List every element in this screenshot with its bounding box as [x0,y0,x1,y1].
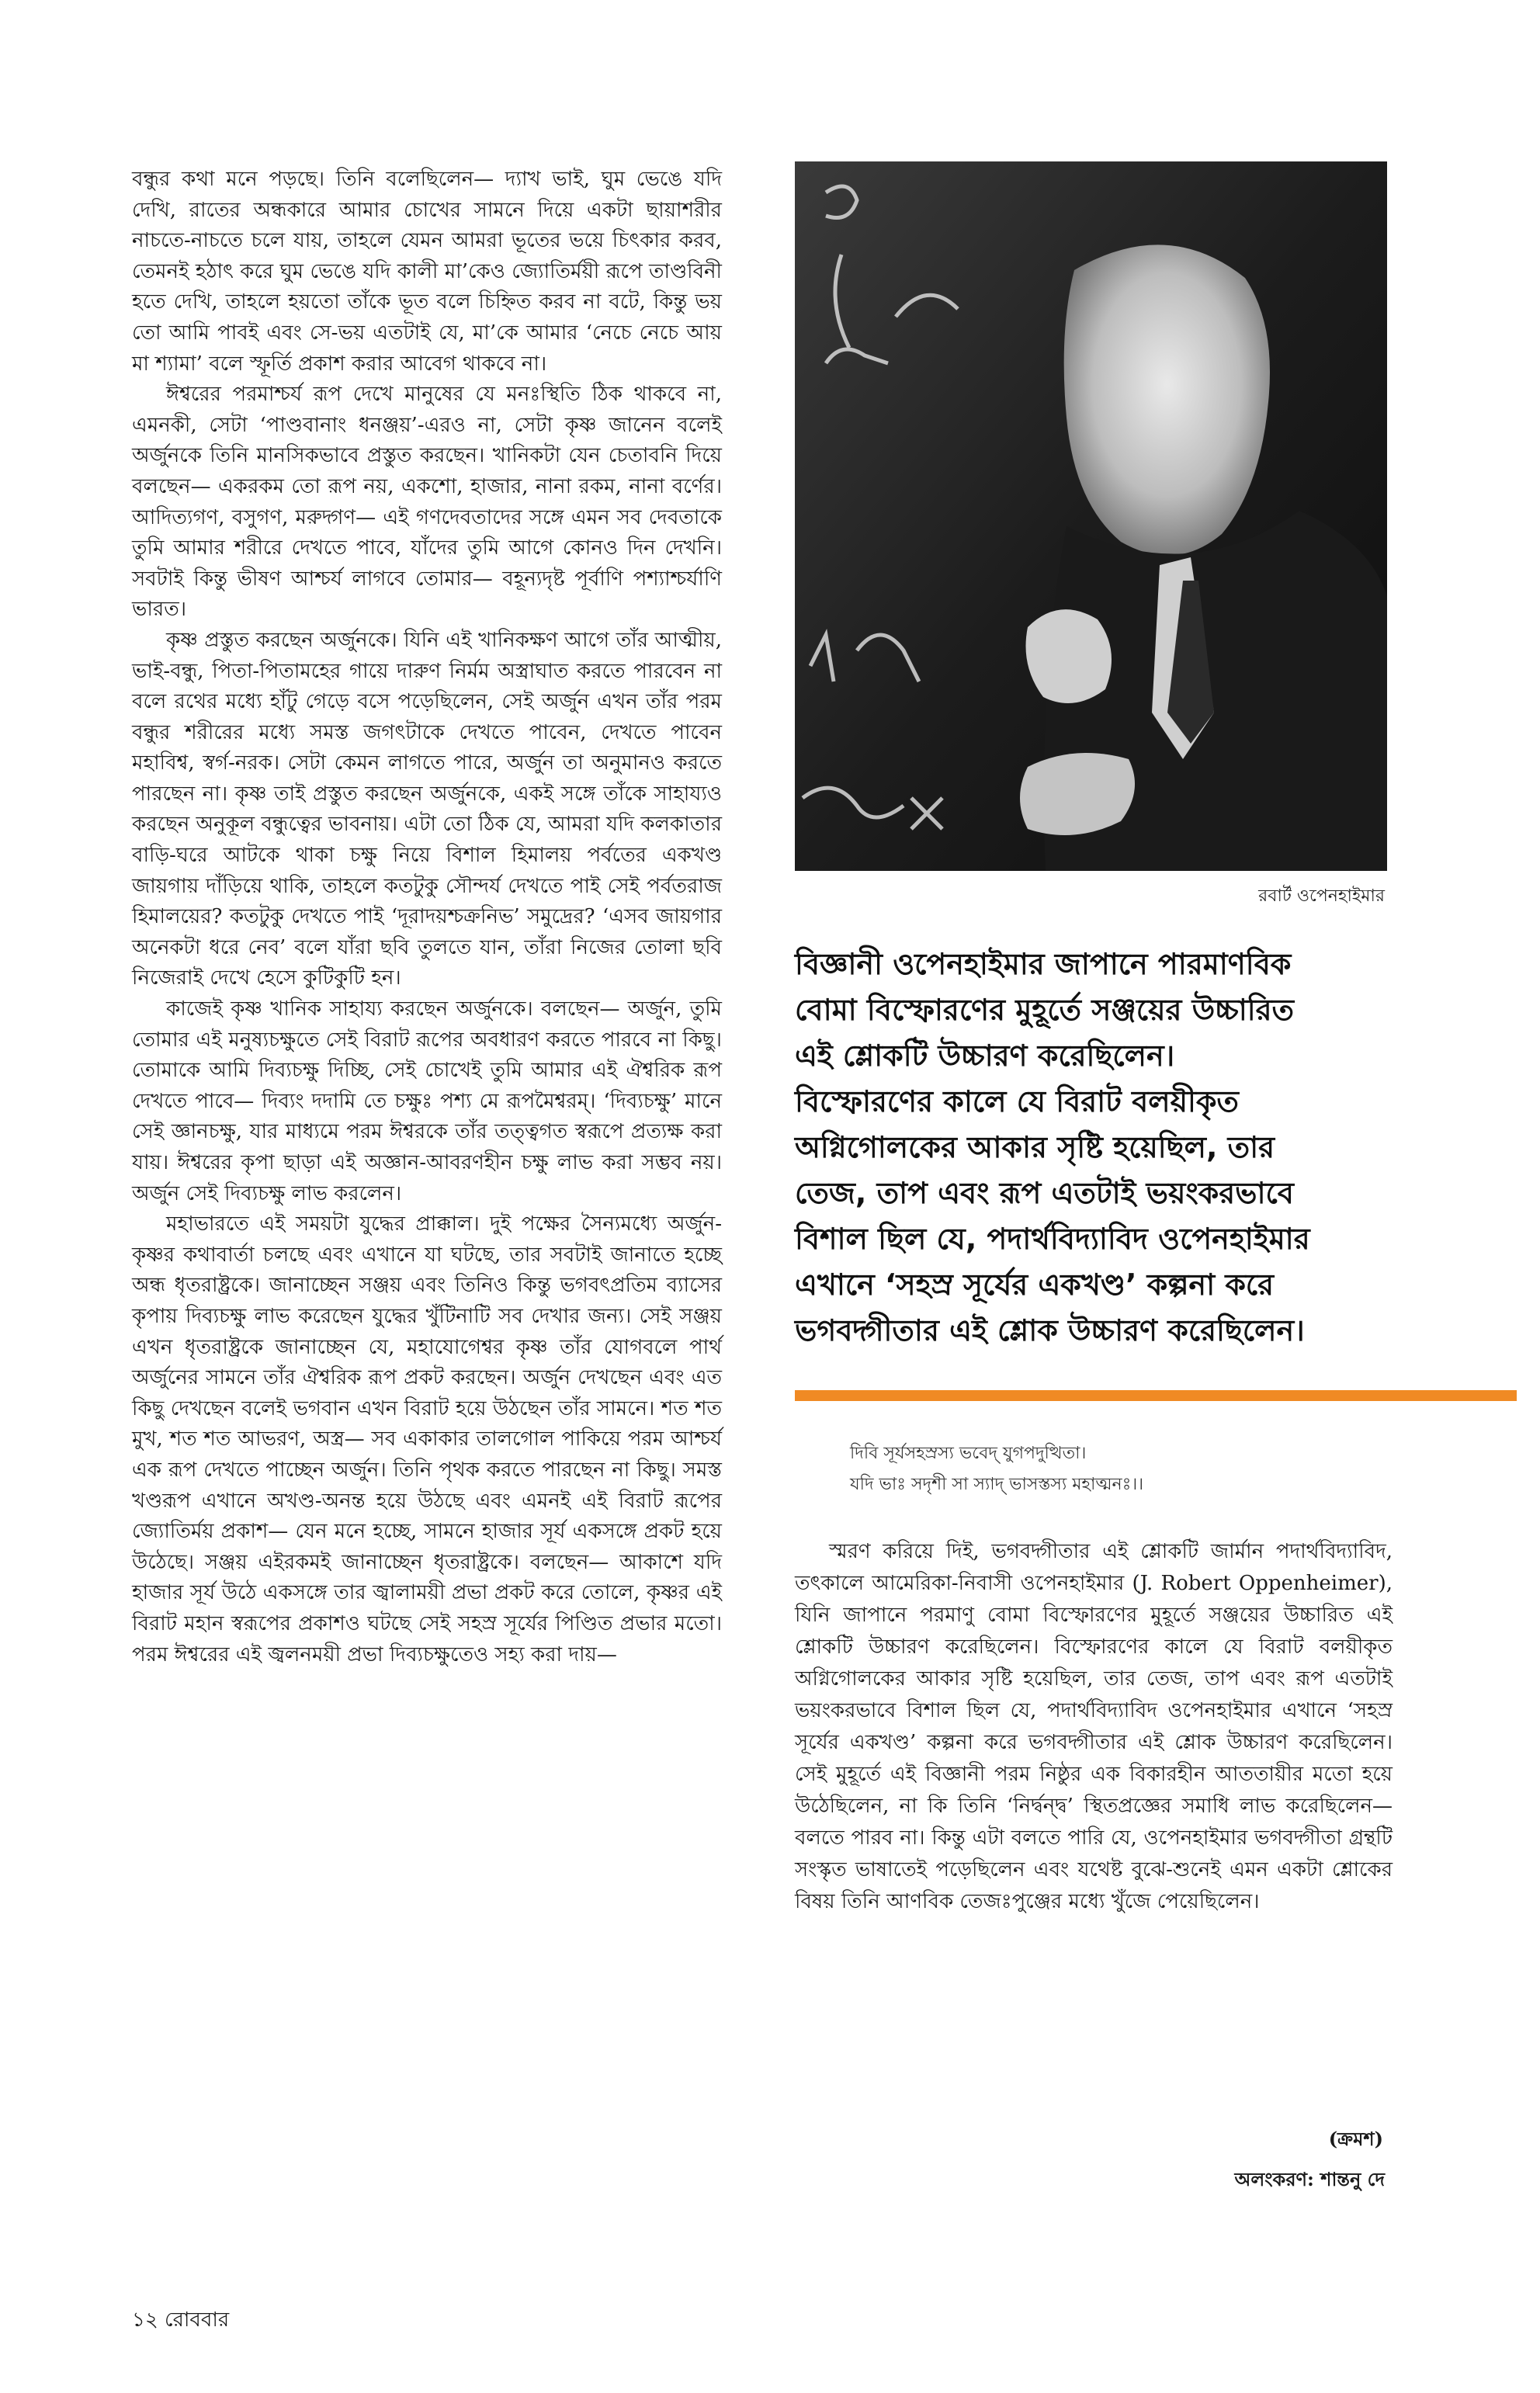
photo-caption: রবার্ট ওপেনহাইমার [1258,886,1385,906]
photo-image [795,161,1387,871]
pull-quote-line: বিশাল ছিল যে, পদার্থবিদ্যাবিদ ওপেনহাইমার [795,1222,1310,1256]
shloka-verse [850,1438,1143,1500]
pull-quote-line: বিস্ফোরণের কালে যে বিরাট বলয়ীকৃত [795,1084,1239,1118]
body-paragraph: ঈশ্বরের পরমাশ্চর্য রূপ দেখে মানুষের যে মনঃস্থিতি ঠিক থাকবে না, এমনকী, সেটা ‘পাণ্ডবানাং ধনঞ্জয়’-এরও না, সেটা কৃষ্ণ জানেন বলেই অর্জুনকে তিনি মানসিকভাবে প্রস্তুত করছেন। খানিকটা যেন চেতাবনি দিয়ে বলছেন— একরকম তো রূপ নয়, একশো, হাজার, নানা রকম, নানা বর্ণের। আদিত্যগণ, বসুগণ, মরুদ্গণ— এই গণদেবতাদের সঙ্গে এমন সব দেবতাকে তুমি আমার শরীরে দেখতে পাবে, যাঁদের তুমি আগে কোনও দিন দেখনি। সবটাই কিন্তু ভীষণ আশ্চর্য লাগবে তোমার— বহূন্যদৃষ্ট পূর্বাণি পশ্যাশ্চর্যাণি ভারত। [132,383,722,622]
body-paragraph: কাজেই কৃষ্ণ খানিক সাহায্য করছেন অর্জুনকে। বলছেন— অর্জুন, তুমি তোমার এই মনুষ্যচক্ষুতে সেই বিরাট রূপের অবধারণ করতে পারবে না কিছু। তোমাকে আমি দিব্যচক্ষু দিচ্ছি, সেই চোখেই তুমি আমার এই ঐশ্বরিক রূপ দেখতে পাবে— দিব্যং দদামি তে চক্ষুঃ পশ্য মে রূপমৈশ্বরম্। ‘দিব্যচক্ষু’ মানে সেই জ্ঞানচক্ষু, যার মাধ্যমে পরম ঈশ্বরকে তাঁর তত্ত্বগত স্বরূপে প্রত্যক্ষ করা যায়। ঈশ্বরের কৃপা ছাড়া এই অজ্ঞান-আবরণহীন চক্ষু লাভ করা সম্ভব নয়। অর্জুন সেই দিব্যচক্ষু লাভ করলেন। [132,997,722,1205]
pull-quote-line: বোমা বিস্ফোরণের মুহূর্তে সঞ্জয়ের উচ্চারিত [795,993,1295,1027]
body-paragraph: কৃষ্ণ প্রস্তুত করছেন অর্জুনকে। যিনি এই খানিকক্ষণ আগে তাঁর আত্মীয়, ভাই-বন্ধু, পিতা-পিতামহের গায়ে দারুণ নির্মম অস্ত্রাঘাত করতে পারবেন না বলে রথের মধ্যে হাঁটু গেড়ে বসে পড়েছিলেন, সেই অর্জুন এখন তাঁর পরম বন্ধুর শরীরের মধ্যে সমস্ত জগৎটাকে দেখতে পাবেন, দেখতে পাবেন মহাবিশ্ব, স্বর্গ-নরক। সেটা কেমন লাগতে পারে, অর্জুন তা অনুমানও করতে পারছেন না। কৃষ্ণ তাই প্রস্তুত করছেন অর্জুনকে, একই সঙ্গে তাঁকে সাহায্যও করছেন অনুকূল বন্ধুত্বের ভাবনায়। এটা তো ঠিক যে, আমরা যদি কলকাতার বাড়ি-ঘরে আটকে থাকা চক্ষু নিয়ে বিশাল হিমালয় পর্বতের একখণ্ড জায়গায় দাঁড়িয়ে থাকি, তাহলে কতটুকু সৌন্দর্য দেখতে পাই সেই পর্বতরাজ হিমালয়ের? কতটুকু দেখতে পাই ‘দূরাদয়শ্চক্রনিভ’ সমুদ্রের? ‘এসব জায়গার অনেকটা ধরে নেব’ বলে যাঁরা ছবি তুলতে যান, তাঁরা নিজের তোলা ছবি নিজেরাই দেখে হেসে কুটিকুটি হন। [132,628,722,990]
shloka-line: দিবি সূর্যসহস্রস্য ভবেদ্ যুগপদুত্থিতা। [850,1444,1087,1463]
pull-quote-line: এখানে ‘সহস্র সূর্যের একখণ্ড’ কল্পনা করে [795,1268,1275,1302]
pull-quote [795,942,1393,1354]
right-column [795,1536,1393,1918]
oppenheimer-photo [795,161,1387,871]
pull-quote-line: এই শ্লোকটি উচ্চারণ করেছিলেন। [795,1039,1175,1073]
continued-label: (ক্রমশ) [1328,2128,1383,2150]
pull-quote-line: ভগবদ্গীতার এই শ্লোক উচ্চারণ করেছিলেন। [795,1313,1305,1347]
shloka-line: যদি ভাঃ সদৃশী সা স্যাদ্ ভাসস্তস্য মহাত্মনঃ।। [850,1475,1144,1494]
body-paragraph: স্মরণ করিয়ে দিই, ভগবদ্গীতার এই শ্লোকটি জার্মান পদার্থবিদ্যাবিদ, তৎকালে আমেরিকা-নিবাসী ওপেনহাইমার (J. Robert Oppenheimer), যিনি জাপানে পরমাণু বোমা বিস্ফোরণের মুহূর্তে সঞ্জয়ের উচ্চারিত এই শ্লোকটি উচ্চারণ করেছিলেন। বিস্ফোরণের কালে যে বিরাট বলয়ীকৃত অগ্নিগোলকের আকার সৃষ্টি হয়েছিল, তার তেজ, তাপ এবং রূপ এতটাই ভয়ংকরভাবে বিশাল ছিল যে, পদার্থবিদ্যাবিদ ওপেনহাইমার এখানে ‘সহস্র সূর্যের একখণ্ড’ কল্পনা করে ভগবদ্গীতার এই শ্লোক উচ্চারণ করেছিলেন। সেই মুহূর্তে এই বিজ্ঞানী পরম নিষ্ঠুর এক বিকারহীন আততায়ীর মতো হয়ে উঠেছিলেন, না কি তিনি ‘নির্দ্বন্দ্ব’ স্থিতপ্রজ্ঞের সমাধি লাভ করেছিলেন— বলতে পারব না। কিন্তু এটা বলতে পারি যে, ওপেনহাইমার ভগবদ্গীতা গ্রন্থটি সংস্কৃত ভাষাতেই পড়েছিলেন এবং যথেষ্ট বুঝে-শুনেই এমন একটা শ্লোকের বিষয় তিনি আণবিক তেজঃপুঞ্জের মধ্যে খুঁজে পেয়েছিলেন। [795,1540,1393,1913]
pull-quote-line: অগ্নিগোলকের আকার সৃষ্টি হয়েছিল, তার [795,1130,1275,1164]
body-paragraph: মহাভারতে এই সময়টা যুদ্ধের প্রাক্কাল। দুই পক্ষের সৈন্যমধ্যে অর্জুন-কৃষ্ণর কথাবার্তা চলছে এবং এখানে যা ঘটছে, তার সবটাই জানাতে হচ্ছে অন্ধ ধৃতরাষ্ট্রকে। জানাচ্ছেন সঞ্জয় এবং তিনিও কিন্তু ভগবৎপ্রতিম ব্যাসের কৃপায় দিব্যচক্ষু লাভ করেছেন যুদ্ধের খুঁটিনাটি সব দেখার জন্য। সেই সঞ্জয় এখন ধৃতরাষ্ট্রকে জানাচ্ছেন যে, মহাযোগেশ্বর কৃষ্ণ তাঁর যোগবলে পার্থ অর্জুনের সামনে তাঁর ঐশ্বরিক রূপ প্রকট করছেন। অর্জুন দেখছেন এবং এত কিছু দেখছেন বলেই ভগবান এখন বিরাট হয়ে উঠছেন তাঁর সামনে। শত শত মুখ, শত শত আভরণ, অস্ত্র— সব একাকার তালগোল পাকিয়ে পরম আশ্চর্য এক রূপ দেখতে পাচ্ছেন অর্জুন। তিনি পৃথক করতে পারছেন না কিছু। সমস্ত খণ্ডরূপ এখানে অখণ্ড-অনন্ত হয়ে উঠছে এবং এমনই এই বিরাট রূপের জ্যোতির্ময় প্রকাশ— যেন মনে হচ্ছে, সামনে হাজার সূর্য একসঙ্গে প্রকট হয়ে উঠেছে। সঞ্জয় এইরকমই জানাচ্ছেন ধৃতরাষ্ট্রকে। বলছেন— আকাশে যদি হাজার সূর্য উঠে একসঙ্গে তার জ্বালাময়ী প্রভা প্রকট করে তোলে, কৃষ্ণর এই বিরাট মহান স্বরূপের প্রকাশও ঘটছে সেই সহস্র সূর্যের পিণ্ডিত প্রভার মতো। পরম ঈশ্বরের এই জ্বলনময়ী প্রভা দিব্যচক্ষুতেও সহ্য করা দায়— [132,1212,722,1666]
left-column [132,165,722,1670]
body-paragraph: বন্ধুর কথা মনে পড়ছে। তিনি বলেছিলেন— দ্যাখ ভাই, ঘুম ভেঙে যদি দেখি, রাতের অন্ধকারে আমার চোখের সামনে দিয়ে একটা ছায়াশরীর নাচতে-নাচতে চলে যায়, তাহলে যেমন আমরা ভূতের ভয়ে চিৎকার করব, তেমনই হঠাৎ করে ঘুম ভেঙে যদি কালী মা’কেও জ্যোতির্ময়ী রূপে তাণ্ডবিনী হতে দেখি, তাহলে হয়তো তাঁকে ভূত বলে চিহ্নিত করব না বটে, কিন্তু ভয় তো আমি পাবই এবং সে-ভয় এতটাই যে, মা’কে আমার ‘নেচে নেচে আয় মা শ্যামা’ বলে স্ফূর্তি প্রকাশ করার আবেগ থাকবে না। [132,168,722,376]
orange-divider [795,1390,1517,1401]
page-folio: ১২ রোববার [132,2308,230,2332]
pull-quote-line: বিজ্ঞানী ওপেনহাইমার জাপানে পারমাণবিক [795,947,1292,981]
pull-quote-line: তেজ, তাপ এবং রূপ এতটাই ভয়ংকরভাবে [795,1176,1294,1210]
illustration-credit: অলংকরণ: শান্তনু দে [1234,2168,1385,2190]
